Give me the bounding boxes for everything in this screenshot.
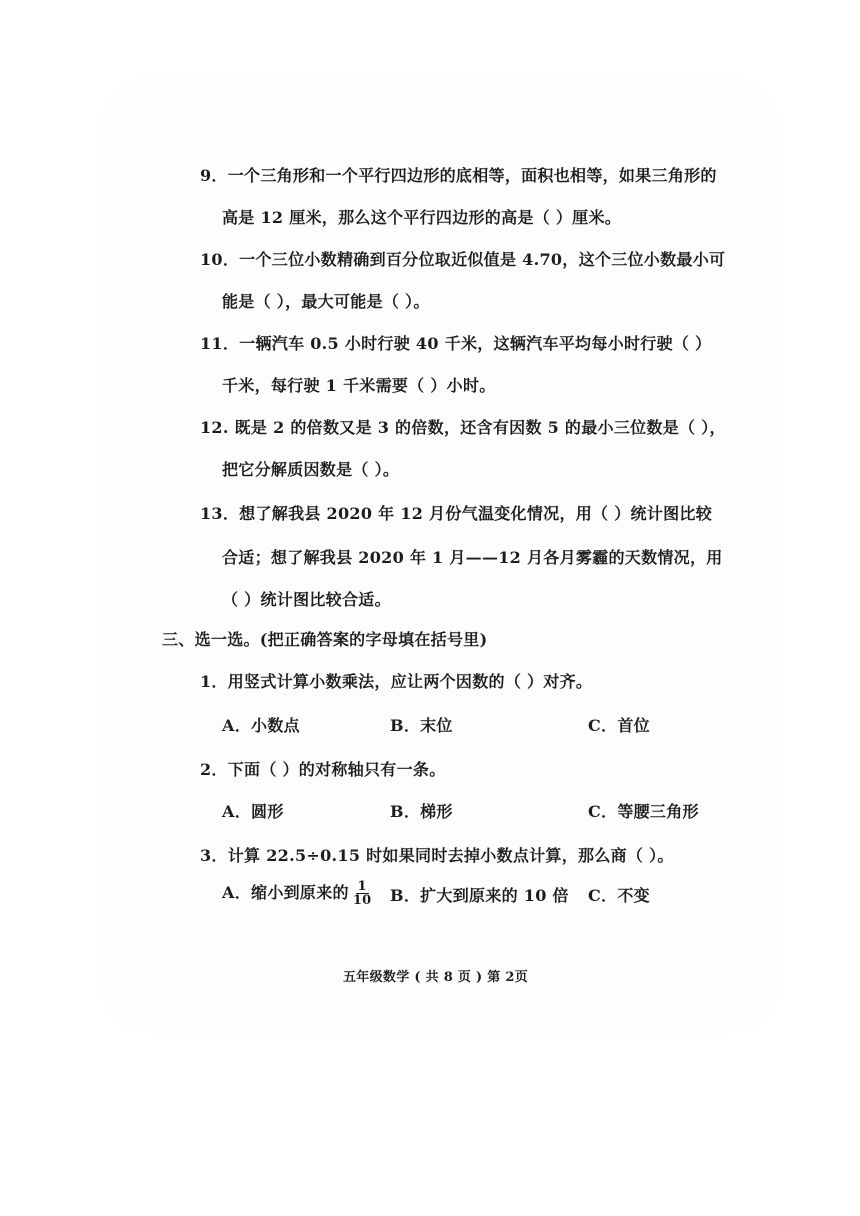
choice-question-3-stem: 3．计算 22.5÷0.15 时如果同时去掉小数点计算，那么商（ ）。 <box>200 846 674 865</box>
fraction-denominator: 10 <box>352 893 372 908</box>
choice-question-3-option-a <box>222 880 376 907</box>
question-10-line-1: 10．一个三位小数精确到百分位取近似值是 4.70，这个三位小数最小可 <box>200 250 726 269</box>
question-9-line-2: 高是 12 厘米，那么这个平行四边形的高是（ ）厘米。 <box>222 208 622 227</box>
choice-question-2-option-c: C．等腰三角形 <box>588 802 699 821</box>
option-a-text: A．缩小到原来的 <box>222 883 349 902</box>
question-12-line-1: 12. 既是 2 的倍数又是 3 的倍数，还含有因数 5 的最小三位数是（ ）， <box>200 418 726 437</box>
question-11-line-1: 11．一辆汽车 0.5 小时行驶 40 千米，这辆汽车平均每小时行驶（ ） <box>200 334 712 353</box>
question-13-line-2: 合适；想了解我县 2020 年 1 月——12 月各月雾霾的天数情况，用 <box>222 548 723 567</box>
choice-question-2-option-b: B．梯形 <box>390 802 453 821</box>
page-footer: 五年级数学 ( 共 8 页 ) 第 2页 <box>343 970 529 985</box>
question-12-line-2: 把它分解质因数是（ ）。 <box>222 460 400 479</box>
choice-question-3-option-b: B．扩大到原来的 10 倍 <box>390 886 569 905</box>
question-10-line-2: 能是（ ），最大可能是（ ）。 <box>222 292 430 311</box>
choice-question-1-option-c: C．首位 <box>588 716 650 735</box>
section-title: 三、选一选。(把正确答案的字母填在括号里) <box>162 630 488 649</box>
question-9-line-1: 9．一个三角形和一个平行四边形的底相等，面积也相等，如果三角形的 <box>200 166 717 185</box>
choice-question-1-option-b: B．末位 <box>390 716 453 735</box>
question-13-line-1: 13．想了解我县 2020 年 12 月份气温变化情况，用（ ）统计图比较 <box>200 504 713 523</box>
fraction-one-tenth <box>351 880 374 907</box>
question-13-line-3: （ ）统计图比较合适。 <box>222 590 391 609</box>
choice-question-2-stem: 2．下面（ ）的对称轴只有一条。 <box>200 760 446 779</box>
choice-question-1-option-a: A．小数点 <box>222 716 300 735</box>
fraction-numerator: 1 <box>357 879 367 894</box>
choice-question-3-option-c: C．不变 <box>588 886 650 905</box>
choice-question-2-option-a: A．圆形 <box>222 802 284 821</box>
question-11-line-2: 千米，每行驶 1 千米需要（ ）小时。 <box>222 376 496 395</box>
choice-question-1-stem: 1．用竖式计算小数乘法，应让两个因数的（ ）对齐。 <box>200 672 593 691</box>
